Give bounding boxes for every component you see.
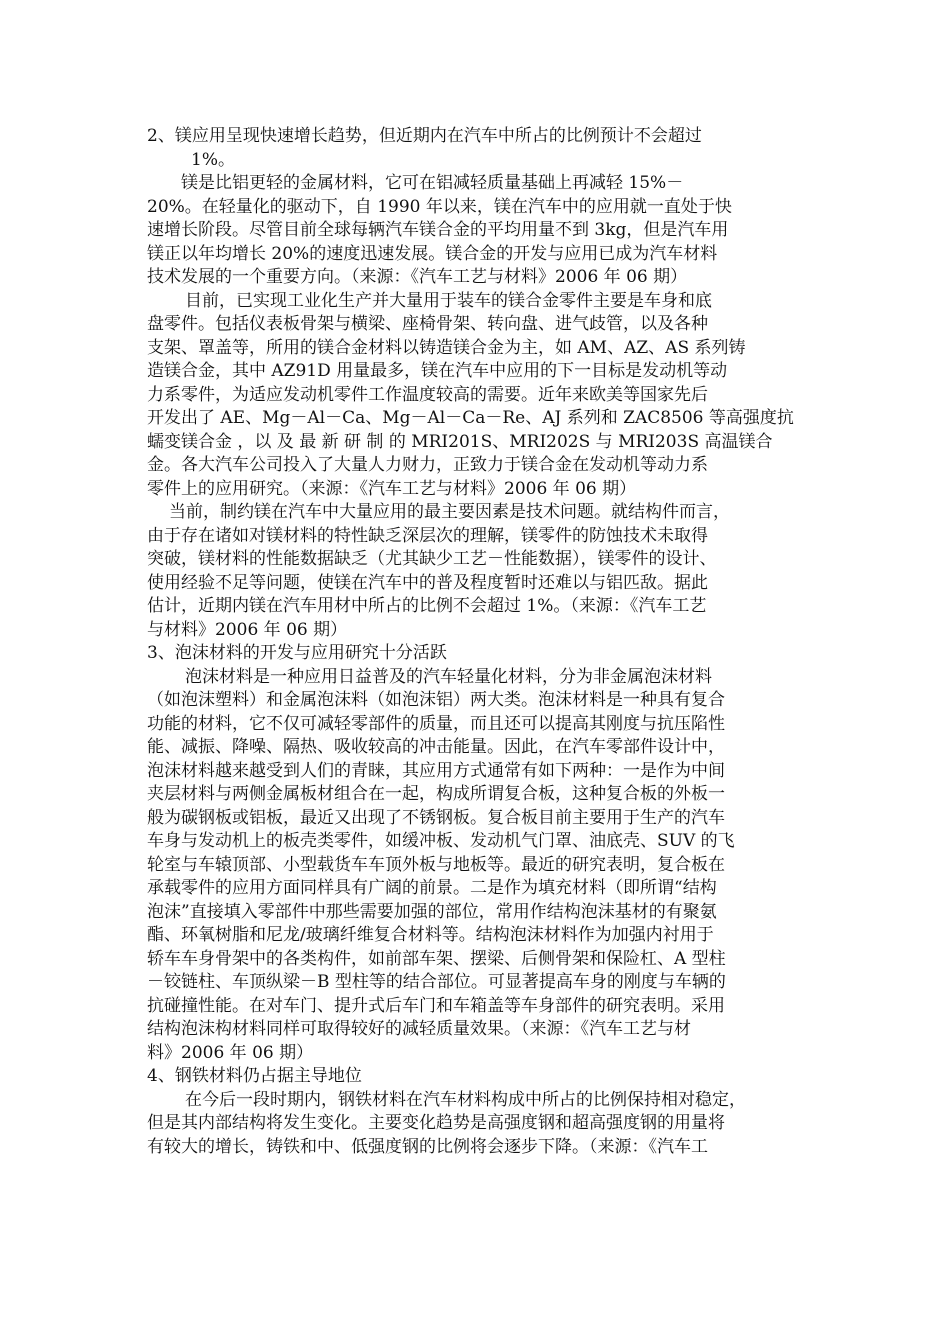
- text-line: 能、减振、降噪、隔热、吸收较高的冲击能量。因此，在汽车零部件设计中，: [147, 737, 725, 757]
- text-line: 夹层材料与两侧金属板材组合在一起，构成所谓复合板，这种复合板的外板一: [147, 784, 725, 804]
- text-line: 造镁合金，其中 AZ91D 用量最多，镁在汽车中应用的下一目标是发动机等动: [147, 361, 728, 381]
- text-line: 轮室与车辕顶部、小型载货车车顶外板与地板等。最近的研究表明，复合板在: [147, 854, 725, 875]
- text-line: 力系零件，为适应发动机零件工作温度较高的需要。近年来欧美等国家先后: [147, 384, 708, 405]
- text-line: 4、钢铁材料仍占据主导地位: [147, 1066, 362, 1086]
- document-body: [147, 125, 815, 1159]
- text-line: 当前，制约镁在汽车中大量应用的最主要因素是技术问题。就结构件而言，: [169, 502, 730, 522]
- text-line: 蠕变镁合金 ，以 及 最 新 研 制 的 MRI201S、MRI202S 与 MRI203S 高温镁合: [147, 431, 773, 452]
- text-line: 目前，已实现工业化生产并大量用于装车的镁合金零件主要是车身和底: [185, 290, 712, 311]
- text-line: 有较大的增长，铸铁和中、低强度钢的比例将会逐步下降。（来源：《汽车工: [147, 1136, 708, 1157]
- text-line: 支架、罩盖等，所用的镁合金材料以铸造镁合金为主，如 AM、AZ、AS 系列铸: [147, 337, 746, 358]
- text-line: 轿车车身骨架中的各类构件，如前部车架、摆梁、后侧骨架和保险杠、A 型柱: [147, 948, 726, 969]
- text-line: 酯、环氧树脂和尼龙/玻璃纤维复合材料等。结构泡沫材料作为加强内衬用于: [147, 925, 714, 945]
- text-line: 功能的材料，它不仅可减轻零部件的质量，而且还可以提高其刚度与抗压陷性: [147, 713, 725, 734]
- text-line: 零件上的应用研究。（来源：《汽车工艺与材料》2006 年 06 期）: [147, 478, 637, 499]
- text-line: 镁是比铝更轻的金属材料，它可在铝减轻质量基础上再减轻 15%－: [181, 173, 684, 193]
- text-line: 技术发展的一个重要方向。（来源：《汽车工艺与材料》2006 年 06 期）: [147, 267, 688, 287]
- text-line: 金。各大汽车公司投入了大量人力财力，正致力于镁合金在发动机等动力系: [147, 455, 708, 475]
- text-line: 承载零件的应用方面同样具有广阔的前景。二是作为填充材料（即所谓“结构: [147, 878, 717, 898]
- text-line: 车身与发动机上的板壳类零件，如缓冲板、发动机气门罩、油底壳、SUV 的飞: [147, 831, 735, 851]
- text-line: －铰链柱、车顶纵梁－B 型柱等的结合部位。可显著提高车身的刚度与车辆的: [147, 972, 726, 992]
- text-line: 泡沫材料越来越受到人们的青睐，其应用方式通常有如下两种：一是作为中间: [147, 760, 725, 781]
- text-line: 镁正以年均增长 20%的速度迅速发展。镁合金的开发与应用已成为汽车材料: [147, 243, 718, 264]
- text-line: 在今后一段时期内，钢铁材料在汽车材料构成中所占的比例保持相对稳定，: [185, 1089, 746, 1110]
- text-line: 但是其内部结构将发生变化。主要变化趋势是高强度钢和超高强度钢的用量将: [147, 1113, 725, 1133]
- text-line: 速增长阶段。尽管目前全球每辆汽车镁合金的平均用量不到 3kg，但是汽车用: [147, 220, 729, 240]
- text-line: 使用经验不足等问题，使镁在汽车中的普及程度暂时还难以与铝匹敌。据此: [147, 572, 708, 593]
- text-line: 结构泡沫构材料同样可取得较好的减轻质量效果。（来源：《汽车工艺与材: [147, 1019, 691, 1039]
- text-line: 料》2006 年 06 期）: [147, 1042, 314, 1063]
- text-line: 般为碳钢板或铝板，最近又出现了不锈钢板。复合板目前主要用于生产的汽车: [147, 807, 725, 828]
- text-line: 由于存在诸如对镁材料的特性缺乏深层次的理解，镁零件的防蚀技术未取得: [147, 525, 708, 546]
- text-line: 突破，镁材料的性能数据缺乏（尤其缺少工艺－性能数据），镁零件的设计、: [147, 549, 717, 569]
- text-line: 抗碰撞性能。在对车门、提升式后车门和车箱盖等车身部件的研究表明。采用: [147, 995, 725, 1016]
- text-line: 盘零件。包括仪表板骨架与横梁、座椅骨架、转向盘、进气歧管，以及各种: [147, 314, 708, 334]
- text-line: 估计，近期内镁在汽车用材中所占的比例不会超过 1%。（来源：《汽车工艺: [147, 596, 707, 616]
- text-line: （如泡沫塑料）和金属泡沫料（如泡沫铝）两大类。泡沫材料是一种具有复合: [147, 690, 725, 710]
- text-line: 3、泡沫材料的开发与应用研究十分活跃: [147, 643, 447, 663]
- text-line: 1%。: [191, 149, 235, 170]
- text-line: 开发出了 AE、Mg－Al－Ca、Mg－Al－Ca－Re、AJ 系列和 ZAC8506 等高强度抗: [147, 408, 794, 428]
- text-line: 20%。在轻量化的驱动下，自 1990 年以来，镁在汽车中的应用就一直处于快: [147, 196, 732, 217]
- text-line: 与材料》2006 年 06 期）: [147, 619, 348, 640]
- text-line: 泡沫”直接填入零部件中那些需要加强的部位，常用作结构泡沫基材的有聚氨: [147, 901, 717, 922]
- text-line: 泡沫材料是一种应用日益普及的汽车轻量化材料，分为非金属泡沫材料: [185, 666, 712, 687]
- text-line: 2、镁应用呈现快速增长趋势，但近期内在汽车中所占的比例预计不会超过: [147, 126, 702, 146]
